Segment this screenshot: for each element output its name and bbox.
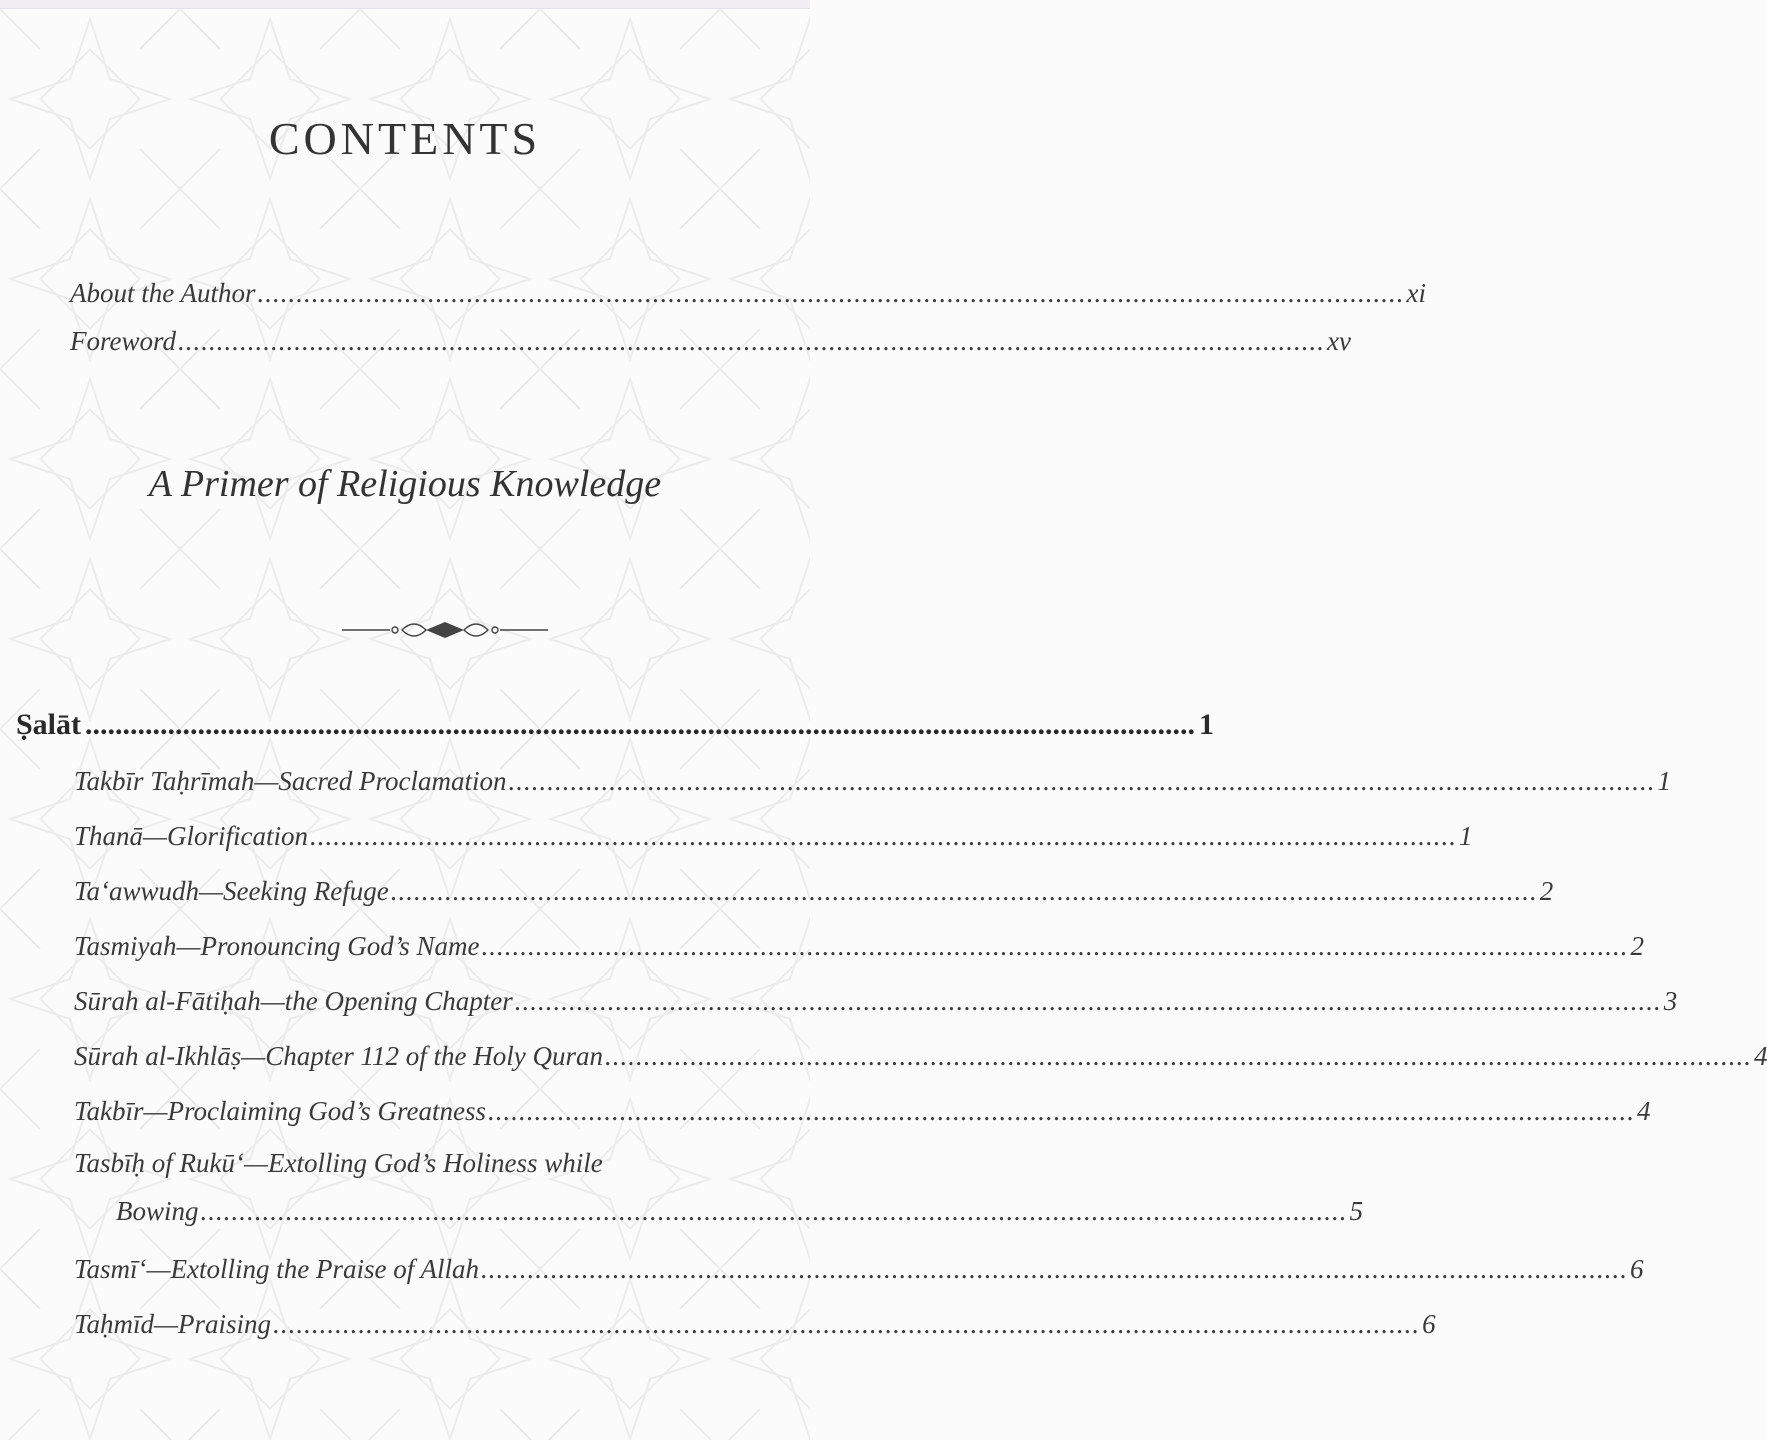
toc-entry-label: Tasbīḥ of Rukū‘—Extolling God’s Holiness while <box>74 1148 603 1178</box>
dot-leader: .................................................................................................................................................... <box>488 1096 1636 1126</box>
toc-page-number: 2 <box>1539 876 1554 906</box>
toc-entry-foreword[interactable] <box>70 326 1351 357</box>
toc-entry[interactable] <box>74 1041 1767 1072</box>
toc-entry[interactable] <box>74 766 1672 797</box>
toc-entry[interactable] <box>74 986 1678 1017</box>
toc-page-number: 6 <box>1630 1254 1644 1284</box>
toc-section-salat[interactable] <box>16 708 1215 742</box>
toc-page-number: 6 <box>1422 1309 1436 1339</box>
toc-page-number: 4 <box>1637 1096 1651 1126</box>
toc-entry-label: Thanā—Glorification <box>74 821 309 851</box>
toc-page-number: 1 <box>1199 708 1215 741</box>
toc-entry[interactable] <box>74 1254 1644 1285</box>
toc-entry[interactable] <box>74 931 1645 962</box>
toc-entry-label: About the Author <box>70 278 256 308</box>
dot-leader: .................................................................................................................................................... <box>481 1254 1629 1284</box>
toc-page-number: 2 <box>1630 931 1645 961</box>
toc-entry[interactable] <box>74 1148 1364 1227</box>
dot-leader: .................................................................................................................................................... <box>257 278 1405 308</box>
toc-entry-label: Tasmiyah—Pronouncing God’s Name <box>74 931 480 961</box>
toc-entry-label: Ta‘awwudh—Seeking Refuge <box>74 876 389 906</box>
dot-leader: .................................................................................................................................................... <box>514 986 1662 1016</box>
dot-leader: .................................................................................................................................................... <box>390 876 1538 906</box>
toc-entry-label: Takbīr—Proclaiming God’s Greatness <box>74 1096 487 1126</box>
dot-leader: .................................................................................................................................................... <box>200 1196 1348 1226</box>
dot-leader: .................................................................................................................................................... <box>604 1041 1752 1071</box>
toc-section-label: Ṣalāt <box>16 708 82 741</box>
toc-page-number: 1 <box>1459 821 1473 851</box>
toc-entry-label: Taḥmīd—Praising <box>74 1309 272 1339</box>
toc-page-number: 3 <box>1663 986 1678 1016</box>
toc-page-number: 5 <box>1349 1196 1364 1226</box>
fleuron-divider-icon <box>340 618 550 642</box>
toc-entry[interactable] <box>74 1096 1651 1127</box>
toc-page-number: xi <box>1406 278 1426 308</box>
dot-leader: .................................................................................................................................................... <box>481 931 1629 961</box>
toc-entry[interactable] <box>74 1309 1436 1340</box>
page-title: CONTENTS <box>268 113 542 164</box>
toc-entry-label: Sūrah al-Fātiḥah—the Opening Chapter <box>74 986 513 1016</box>
dot-leader: .................................................................................................................................................... <box>310 821 1458 851</box>
dot-leader: .................................................................................................................................................... <box>178 326 1325 356</box>
toc-entry-label: Sūrah al-Ikhlāṣ—Chapter 112 of the Holy Quran <box>74 1041 603 1071</box>
part-title: A Primer of Religious Knowledge <box>148 463 662 505</box>
toc-page-number: 1 <box>1657 766 1672 796</box>
toc-page-number: xv <box>1327 326 1351 356</box>
toc-page-number: 4 <box>1753 1041 1767 1071</box>
toc-entry[interactable] <box>74 876 1554 907</box>
dot-leader: .................................................................................................................................................... <box>273 1309 1421 1339</box>
toc-entry-label: Foreword <box>70 326 176 356</box>
dot-leader: .................................................................................................................................................... <box>85 708 1196 741</box>
dot-leader: .................................................................................................................................................... <box>508 766 1656 796</box>
toc-entry-label-continued: Bowing <box>116 1196 199 1226</box>
toc-entry[interactable] <box>74 821 1473 852</box>
toc-entry-label: Takbīr Taḥrīmah—Sacred Proclamation <box>74 766 507 796</box>
toc-entry-about-author[interactable] <box>70 278 1426 309</box>
toc-entry-label: Tasmī‘—Extolling the Praise of Allah <box>74 1254 480 1284</box>
